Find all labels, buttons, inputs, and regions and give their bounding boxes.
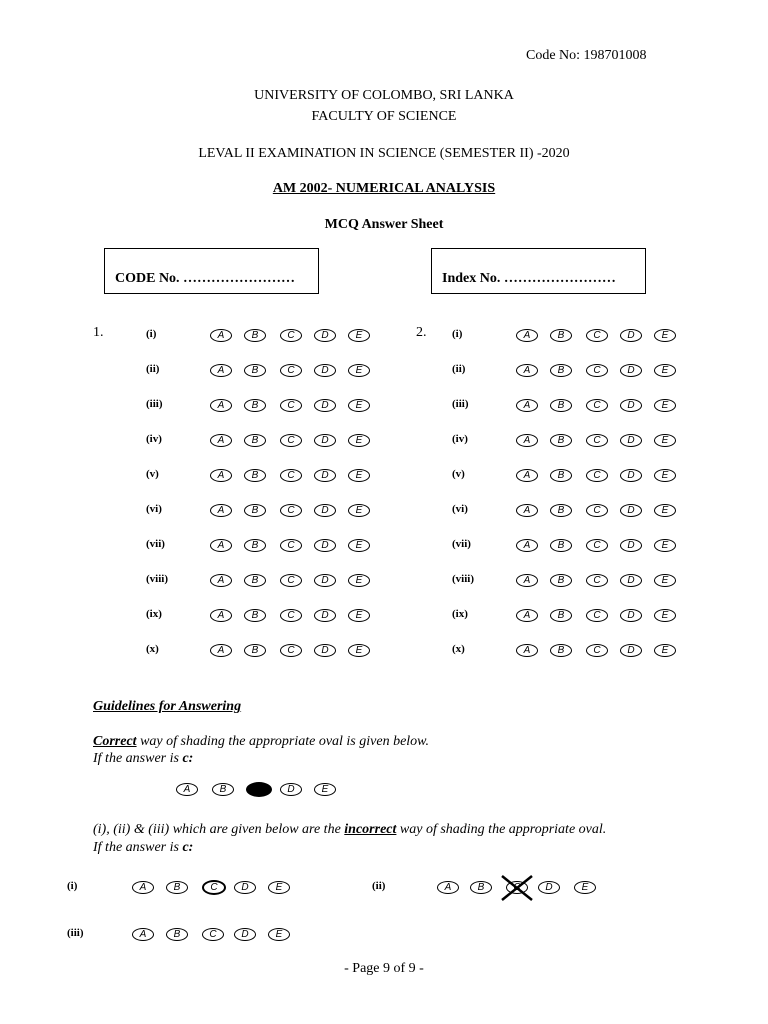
incorrect-ii-oval-e[interactable]: E: [574, 881, 596, 894]
code-number-box[interactable]: [104, 248, 319, 294]
option-oval-e[interactable]: E: [348, 609, 370, 622]
option-oval-c[interactable]: C: [586, 364, 608, 377]
option-oval-c[interactable]: C: [586, 469, 608, 482]
option-oval-e[interactable]: E: [348, 434, 370, 447]
row-label: (viii): [452, 573, 474, 585]
example-label-i: (i): [67, 880, 78, 892]
option-oval-d[interactable]: D: [314, 644, 336, 657]
option-oval-c[interactable]: C: [280, 469, 302, 482]
row-label: (vii): [146, 538, 165, 550]
option-oval-e[interactable]: E: [348, 574, 370, 587]
option-oval-b[interactable]: B: [244, 364, 266, 377]
option-oval-a[interactable]: A: [516, 469, 538, 482]
option-oval-d[interactable]: D: [620, 434, 642, 447]
cross-mark-icon: [499, 873, 535, 903]
option-oval-a[interactable]: A: [210, 609, 232, 622]
row-label: (iv): [146, 433, 162, 445]
guidelines-heading: Guidelines for Answering: [93, 699, 242, 714]
incorrect-ii-oval-d[interactable]: D: [538, 881, 560, 894]
option-oval-e[interactable]: E: [654, 434, 676, 447]
option-oval-a[interactable]: A: [210, 434, 232, 447]
row-label: (x): [452, 643, 465, 655]
incorrect-iii-oval-e[interactable]: E: [268, 928, 290, 941]
incorrect-ii-oval-a[interactable]: A: [437, 881, 459, 894]
option-oval-a[interactable]: A: [210, 574, 232, 587]
answer-letter: c:: [182, 751, 194, 766]
option-oval-d[interactable]: D: [620, 469, 642, 482]
option-oval-b[interactable]: B: [550, 609, 572, 622]
sheet-title: MCQ Answer Sheet: [324, 217, 444, 232]
if-answer-text-1: [93, 751, 193, 767]
option-oval-c[interactable]: C: [586, 399, 608, 412]
option-oval-b[interactable]: B: [244, 399, 266, 412]
option-oval-d[interactable]: D: [620, 504, 642, 517]
row-label: (vi): [146, 503, 162, 515]
incorrect-i-oval-a[interactable]: A: [132, 881, 154, 894]
correct-rest: way of shading the appropriate oval is given below.: [136, 734, 429, 749]
question-2-number: 2.: [416, 325, 427, 340]
correct-word: Correct: [93, 734, 137, 749]
option-oval-d[interactable]: D: [314, 504, 336, 517]
incorrect-ii-oval-b[interactable]: B: [470, 881, 492, 894]
example-oval-a[interactable]: A: [176, 783, 198, 796]
university-name: UNIVERSITY OF COLOMBO, SRI LANKA: [254, 88, 514, 103]
option-oval-b[interactable]: B: [244, 609, 266, 622]
option-oval-b[interactable]: B: [550, 504, 572, 517]
option-oval-e[interactable]: E: [654, 609, 676, 622]
row-label: (i): [452, 328, 463, 340]
option-oval-b[interactable]: B: [244, 644, 266, 657]
example-oval-b[interactable]: B: [212, 783, 234, 796]
option-oval-b[interactable]: B: [244, 504, 266, 517]
option-oval-e[interactable]: E: [654, 644, 676, 657]
option-oval-b[interactable]: B: [244, 574, 266, 587]
if-answer-prefix: If the answer is: [93, 751, 183, 766]
option-oval-a[interactable]: A: [516, 399, 538, 412]
incorrect-i-oval-e[interactable]: E: [268, 881, 290, 894]
option-oval-e[interactable]: E: [654, 329, 676, 342]
option-oval-c[interactable]: C: [280, 574, 302, 587]
option-oval-a[interactable]: A: [516, 609, 538, 622]
example-oval-e[interactable]: E: [314, 783, 336, 796]
option-oval-c[interactable]: C: [280, 539, 302, 552]
option-oval-a[interactable]: A: [210, 644, 232, 657]
option-oval-b[interactable]: B: [550, 469, 572, 482]
page-footer: - Page 9 of 9 -: [344, 961, 424, 976]
option-oval-a[interactable]: A: [516, 329, 538, 342]
row-label: (iii): [146, 398, 163, 410]
option-oval-d[interactable]: D: [620, 399, 642, 412]
option-oval-e[interactable]: E: [348, 539, 370, 552]
answer-letter-2: c:: [182, 840, 194, 855]
row-label: (ix): [146, 608, 162, 620]
option-oval-d[interactable]: D: [620, 644, 642, 657]
option-oval-a[interactable]: A: [516, 504, 538, 517]
option-oval-a[interactable]: A: [210, 469, 232, 482]
option-oval-e[interactable]: E: [654, 364, 676, 377]
option-oval-c[interactable]: C: [280, 364, 302, 377]
option-oval-b[interactable]: B: [550, 329, 572, 342]
option-oval-a[interactable]: A: [516, 434, 538, 447]
option-oval-d[interactable]: D: [314, 364, 336, 377]
option-oval-e[interactable]: E: [654, 399, 676, 412]
option-oval-a[interactable]: A: [516, 539, 538, 552]
example-oval-d[interactable]: D: [280, 783, 302, 796]
option-oval-c[interactable]: C: [586, 434, 608, 447]
option-oval-e[interactable]: E: [348, 364, 370, 377]
index-number-box[interactable]: [431, 248, 646, 294]
incorrect-iii-oval-a[interactable]: A: [132, 928, 154, 941]
option-oval-e[interactable]: E: [348, 644, 370, 657]
option-oval-e[interactable]: E: [654, 504, 676, 517]
option-oval-d[interactable]: D: [314, 609, 336, 622]
row-label: (v): [146, 468, 159, 480]
option-oval-d[interactable]: D: [620, 329, 642, 342]
option-oval-d[interactable]: D: [620, 609, 642, 622]
option-oval-b[interactable]: B: [550, 364, 572, 377]
if-answer-prefix-2: If the answer is: [93, 840, 183, 855]
option-oval-c[interactable]: C: [280, 644, 302, 657]
option-oval-d[interactable]: D: [314, 539, 336, 552]
correct-way-text: [93, 734, 429, 750]
option-oval-c[interactable]: C: [280, 504, 302, 517]
row-label: (i): [146, 328, 157, 340]
option-oval-e[interactable]: E: [654, 574, 676, 587]
option-oval-a[interactable]: A: [210, 399, 232, 412]
row-label: (v): [452, 468, 465, 480]
example-oval-c[interactable]: C: [246, 782, 272, 797]
incorrect-iii-oval-b[interactable]: B: [166, 928, 188, 941]
row-label: (ii): [452, 363, 466, 375]
option-oval-e[interactable]: E: [348, 504, 370, 517]
option-oval-a[interactable]: A: [210, 329, 232, 342]
row-label: (vi): [452, 503, 468, 515]
index-number-label: Index No. ……………………: [442, 271, 616, 286]
option-oval-b[interactable]: B: [550, 434, 572, 447]
row-label: (viii): [146, 573, 168, 585]
option-oval-b[interactable]: B: [550, 539, 572, 552]
incorrect-i-oval-c[interactable]: C: [202, 880, 226, 895]
incorrect-suffix: way of shading the appropriate oval.: [396, 822, 607, 837]
option-oval-b[interactable]: B: [550, 644, 572, 657]
option-oval-a[interactable]: A: [516, 644, 538, 657]
option-oval-d[interactable]: D: [620, 364, 642, 377]
option-oval-e[interactable]: E: [654, 539, 676, 552]
option-oval-b[interactable]: B: [550, 574, 572, 587]
incorrect-i-oval-b[interactable]: B: [166, 881, 188, 894]
option-oval-d[interactable]: D: [620, 574, 642, 587]
faculty-name: FACULTY OF SCIENCE: [311, 109, 457, 124]
option-oval-d[interactable]: D: [314, 399, 336, 412]
option-oval-b[interactable]: B: [244, 539, 266, 552]
option-oval-a[interactable]: A: [210, 364, 232, 377]
if-answer-text-2: [93, 840, 193, 856]
example-label-ii: (ii): [372, 880, 386, 892]
example-label-iii: (iii): [67, 927, 84, 939]
option-oval-e[interactable]: E: [654, 469, 676, 482]
option-oval-a[interactable]: A: [210, 539, 232, 552]
option-oval-c[interactable]: C: [586, 609, 608, 622]
option-oval-b[interactable]: B: [550, 399, 572, 412]
option-oval-d[interactable]: D: [314, 469, 336, 482]
option-oval-c[interactable]: C: [280, 434, 302, 447]
option-oval-e[interactable]: E: [348, 469, 370, 482]
option-oval-b[interactable]: B: [244, 434, 266, 447]
row-label: (iv): [452, 433, 468, 445]
row-label: (ix): [452, 608, 468, 620]
option-oval-c[interactable]: C: [586, 539, 608, 552]
option-oval-c[interactable]: C: [586, 574, 608, 587]
option-oval-a[interactable]: A: [516, 574, 538, 587]
row-label: (iii): [452, 398, 469, 410]
incorrect-word: incorrect: [344, 822, 397, 837]
option-oval-b[interactable]: B: [244, 469, 266, 482]
code-number: Code No: 198701008: [526, 48, 647, 63]
option-oval-e[interactable]: E: [348, 399, 370, 412]
option-oval-d[interactable]: D: [314, 434, 336, 447]
option-oval-b[interactable]: B: [244, 329, 266, 342]
incorrect-iii-oval-c[interactable]: C: [202, 928, 224, 941]
option-oval-c[interactable]: C: [280, 609, 302, 622]
incorrect-i-oval-d[interactable]: D: [234, 881, 256, 894]
incorrect-prefix: (i), (ii) & (iii) which are given below are the: [93, 822, 345, 837]
option-oval-d[interactable]: D: [314, 574, 336, 587]
option-oval-e[interactable]: E: [348, 329, 370, 342]
row-label: (x): [146, 643, 159, 655]
incorrect-way-text: [93, 822, 606, 838]
course-title: AM 2002- NUMERICAL ANALYSIS: [272, 181, 496, 196]
option-oval-c[interactable]: C: [280, 329, 302, 342]
option-oval-c[interactable]: C: [586, 329, 608, 342]
option-oval-d[interactable]: D: [314, 329, 336, 342]
question-1-number: 1.: [93, 325, 104, 340]
option-oval-a[interactable]: A: [516, 364, 538, 377]
option-oval-d[interactable]: D: [620, 539, 642, 552]
incorrect-iii-oval-d[interactable]: D: [234, 928, 256, 941]
row-label: (ii): [146, 363, 160, 375]
option-oval-c[interactable]: C: [586, 644, 608, 657]
option-oval-a[interactable]: A: [210, 504, 232, 517]
exam-title: LEVAL II EXAMINATION IN SCIENCE (SEMESTER II) -2020: [198, 146, 570, 161]
option-oval-c[interactable]: C: [280, 399, 302, 412]
code-number-label: CODE No. ……………………: [115, 271, 296, 286]
option-oval-c[interactable]: C: [586, 504, 608, 517]
row-label: (vii): [452, 538, 471, 550]
